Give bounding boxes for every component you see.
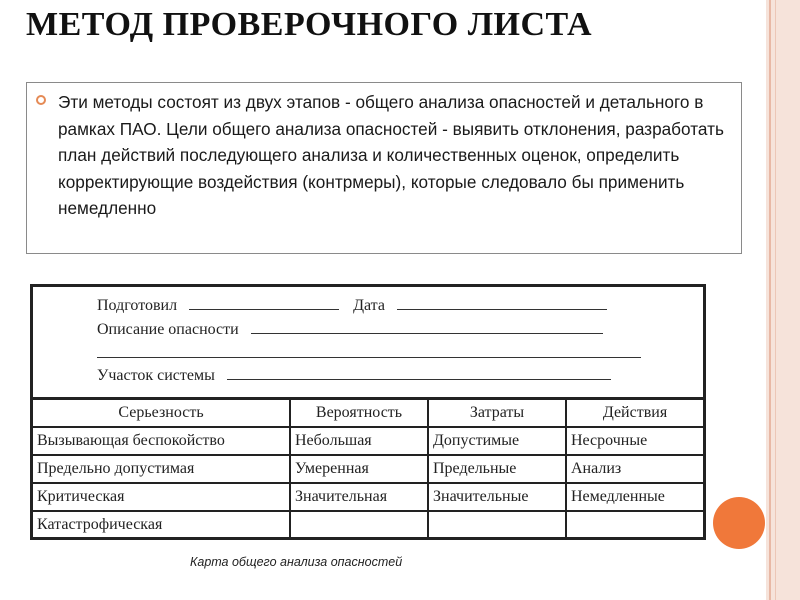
table-cell: Немедленные [571, 488, 665, 505]
table-cell: Вызывающая беспокойство [37, 432, 225, 449]
table-cell: Допустимые [433, 432, 520, 449]
figure-caption: Карта общего анализа опасностей [190, 555, 403, 569]
row-separator [33, 454, 703, 456]
system-area-label: Участок системы [97, 367, 215, 384]
assessment-grid [33, 400, 703, 537]
hazard-description-blank-line-2 [97, 343, 641, 358]
table-cell: Катастрофическая [37, 516, 163, 533]
table-cell: Значительная [295, 488, 388, 505]
header-probability: Вероятность [315, 404, 403, 421]
prepared-by-label: Подготовил [97, 297, 178, 314]
bullet-circle-icon [36, 95, 46, 105]
prepared-by-field [97, 295, 607, 315]
slide-title: МЕТОД ПРОВЕРОЧНОГО ЛИСТА [26, 6, 593, 43]
table-cell: Предельные [433, 460, 517, 477]
bullet-paragraph: Эти методы состоят из двух этапов - общего анализа опасностей и детального в рамках ПАО. Цели общего анализа опасностей - выявить отклонения, разработать план действий последующего анализа и количественных оценок, определить корректирующие воздействия (контрмеры), которые следовало бы применить немедленно [58, 92, 724, 218]
row-separator [33, 482, 703, 484]
header-costs: Затраты [469, 404, 525, 421]
row-separator [33, 426, 703, 428]
hazard-analysis-form [30, 284, 706, 540]
date-blank [397, 295, 607, 310]
header-actions: Действия [602, 404, 668, 421]
system-area-field [97, 365, 611, 385]
orange-circle-decoration [713, 497, 765, 549]
header-severity: Серьезность [118, 404, 204, 421]
table-cell: Небольшая [295, 432, 372, 449]
date-label: Дата [353, 297, 385, 314]
table-cell: Анализ [571, 460, 622, 477]
table-cell: Критическая [37, 488, 125, 505]
hazard-description-field [97, 319, 603, 339]
system-area-blank [227, 365, 611, 380]
table-cell: Предельно допустимая [37, 460, 195, 477]
table-cell: Умеренная [295, 460, 369, 477]
hazard-description-label: Описание опасности [97, 321, 239, 338]
right-decorative-band [766, 0, 800, 600]
hazard-description-continuation [97, 343, 641, 363]
table-cell: Значительные [433, 488, 529, 505]
prepared-by-blank [189, 295, 339, 310]
table-cell: Несрочные [571, 432, 648, 449]
bullet-text-box [26, 82, 742, 254]
hazard-description-blank [251, 319, 603, 334]
row-separator [33, 510, 703, 512]
